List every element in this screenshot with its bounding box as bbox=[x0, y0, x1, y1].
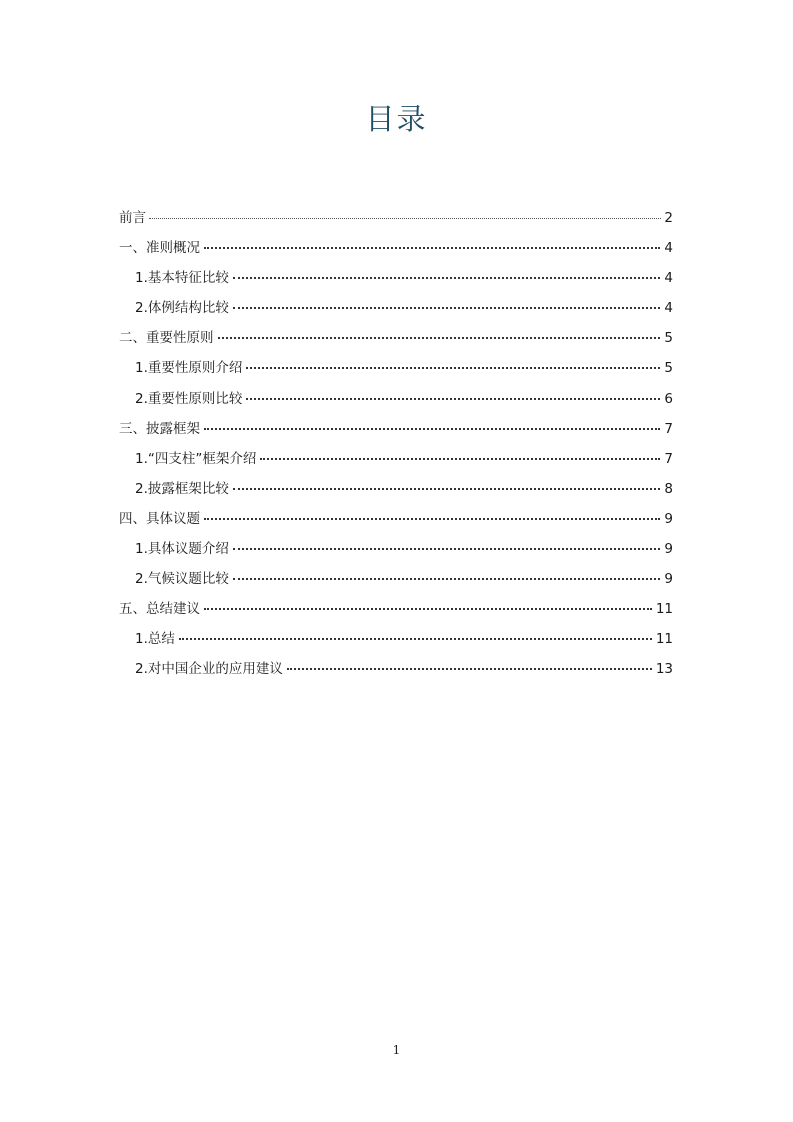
toc-entry-label: 四、具体议题 bbox=[119, 510, 200, 527]
toc-subentry[interactable] bbox=[119, 293, 673, 323]
toc-entry-page: 9 bbox=[664, 571, 673, 588]
toc-subentry[interactable] bbox=[119, 474, 673, 504]
toc-entry-page: 9 bbox=[664, 541, 673, 558]
toc-entry-page: 4 bbox=[664, 300, 673, 317]
toc-entry-label: 前言 bbox=[119, 210, 146, 226]
toc-entry-page: 6 bbox=[664, 390, 673, 407]
toc-entry-label: 1.总结 bbox=[135, 631, 175, 648]
toc-entry-label: 五、总结建议 bbox=[119, 601, 200, 618]
toc-subentry[interactable] bbox=[119, 564, 673, 594]
toc-leader-dots bbox=[233, 578, 661, 580]
page-title: 目录 bbox=[365, 102, 428, 136]
toc-entry-label: 2.重要性原则比较 bbox=[135, 390, 243, 407]
page-number: 1 bbox=[392, 1043, 401, 1057]
toc-entry-page: 7 bbox=[664, 450, 673, 467]
toc-entry-page: 7 bbox=[664, 420, 673, 437]
toc-entry-label: 三、披露框架 bbox=[119, 420, 200, 437]
toc-entry-page: 11 bbox=[655, 601, 673, 618]
toc-subentry[interactable] bbox=[119, 444, 673, 474]
toc-entry-label: 1.基本特征比较 bbox=[135, 270, 229, 287]
toc-entry[interactable] bbox=[119, 203, 673, 233]
toc-entry-page: 4 bbox=[664, 240, 673, 257]
toc-entry[interactable] bbox=[119, 504, 673, 534]
toc-entry-label: 2.对中国企业的应用建议 bbox=[135, 661, 283, 678]
toc-leader-dots bbox=[204, 247, 660, 249]
toc-leader-dots bbox=[246, 398, 660, 400]
toc-leader-dots bbox=[204, 428, 660, 430]
toc-leader-dots bbox=[179, 638, 652, 640]
toc-subentry[interactable] bbox=[119, 263, 673, 293]
toc-entry-page: 11 bbox=[655, 631, 673, 648]
toc-entry-page: 5 bbox=[664, 330, 673, 347]
toc-entry[interactable] bbox=[119, 594, 673, 624]
toc-entry-label: 二、重要性原则 bbox=[119, 330, 214, 347]
toc-entry-label: 1.“四支柱”框架介绍 bbox=[135, 450, 257, 467]
toc-entry-label: 2.体例结构比较 bbox=[135, 300, 229, 317]
toc-leader-dots bbox=[204, 608, 652, 610]
toc-leader-dots bbox=[218, 337, 661, 339]
toc-leader-dots bbox=[287, 668, 652, 670]
toc-leader-dots bbox=[260, 458, 660, 460]
toc-entry-page: 4 bbox=[664, 270, 673, 287]
toc-leader-dots bbox=[149, 218, 661, 219]
toc-leader-dots bbox=[233, 307, 661, 309]
toc-entry-label: 1.具体议题介绍 bbox=[135, 541, 229, 558]
toc-subentry[interactable] bbox=[119, 353, 673, 383]
toc-subentry[interactable] bbox=[119, 654, 673, 684]
toc-entry-page: 8 bbox=[664, 480, 673, 497]
toc-entry-label: 1.重要性原则介绍 bbox=[135, 360, 243, 377]
toc-entry-page: 13 bbox=[655, 661, 673, 678]
toc-leader-dots bbox=[246, 367, 660, 369]
toc-leader-dots bbox=[233, 548, 661, 550]
toc-leader-dots bbox=[204, 518, 660, 520]
toc-entry[interactable] bbox=[119, 323, 673, 353]
table-of-contents bbox=[119, 203, 673, 685]
toc-entry-page: 5 bbox=[664, 360, 673, 377]
toc-entry-label: 2.披露框架比较 bbox=[135, 480, 229, 497]
toc-entry-label: 2.气候议题比较 bbox=[135, 571, 229, 588]
toc-entry[interactable] bbox=[119, 233, 673, 263]
toc-leader-dots bbox=[233, 488, 661, 490]
toc-entry-label: 一、准则概况 bbox=[119, 240, 200, 257]
toc-entry-page: 2 bbox=[664, 210, 673, 226]
toc-subentry[interactable] bbox=[119, 534, 673, 564]
toc-subentry[interactable] bbox=[119, 384, 673, 414]
toc-entry-page: 9 bbox=[664, 510, 673, 527]
toc-entry[interactable] bbox=[119, 414, 673, 444]
toc-leader-dots bbox=[233, 277, 661, 279]
toc-subentry[interactable] bbox=[119, 624, 673, 654]
